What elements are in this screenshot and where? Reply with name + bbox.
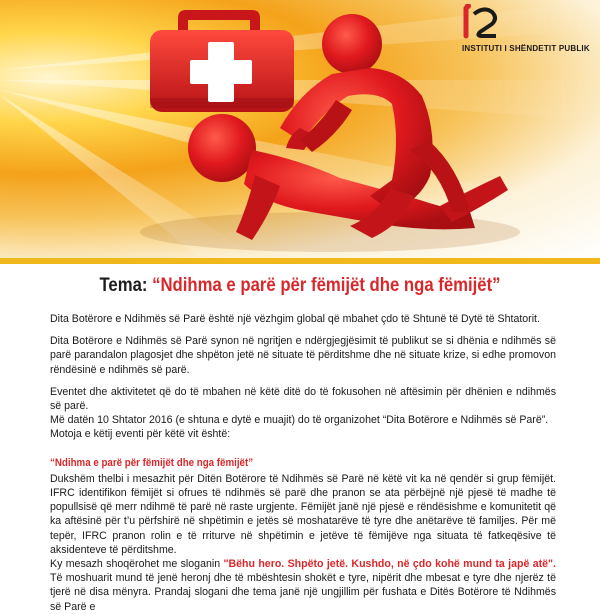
title-label: Tema: [99, 275, 148, 296]
slogan-text: "Bëhu hero. Shpëto jetë. Kushdo, në çdo kohë mund ta japë atë". [223, 558, 556, 571]
slogan-paragraph [50, 557, 556, 614]
paragraph: Më datën 10 Shtator 2016 (e shtuna e dytë e muajit) do të organizohet “Dita Botërore e Ndihmës së Parë”. [50, 414, 549, 427]
isp-logo [462, 4, 592, 74]
page-title [36, 275, 564, 297]
motto-paragraph: Dukshëm thelbi i mesazhit për Ditën Botërore të Ndihmës së Parë në këtë vit ka në qendër si grup fëmijët. IFRC identifikon fëmijët si ofrues të ndihmës së parë dhe pranon se ata përbëjnë një pjesë të madhe të popullsisë që merr ndihmë të parë në raste urgjente. Fëmijët janë një pjesë e rëndësishme e komunitetit që ka aftësinë për t’u përfshirë në shpëtimin e jetës së moshatarëve të tyre dhe anëtarëve të familjes. Për më tepër, IFRC pranon rolin e të rriturve në shpëtimin e jetëve të fëmijëve nga situata të fatkeqësive të aksidenteve të përditshme. [50, 472, 556, 556]
hero-illustration [0, 0, 600, 258]
title-quote: “Ndihma e parë për fëmijët dhe nga fëmijët” [152, 275, 501, 296]
divider-band [0, 258, 600, 264]
slogan-outro: Të moshuarit mund të jenë heronj dhe të mbështesin shokët e tyre, nipërit dhe mbesat e tyre dhe njerëz të tjerë në disa mënyra. Prandaj slogani dhe tema janë një ungjillim për fushata e Ditës Botërore të Ndihmës së Parë e [50, 572, 556, 613]
first-aid-kit-icon [150, 10, 294, 112]
organization-name: INSTITUTI I SHËNDETIT PUBLIK [462, 44, 590, 53]
paragraph: Dita Botërore e Ndihmës së Parë është një vëzhgim global që mbahet çdo të Shtunë të Dytë të Shtatorit. [50, 313, 540, 325]
paragraph: Dita Botërore e Ndihmës së Parë synon në ngritjen e ndërgjegjësimit të publikut se si dhënia e ndihmës së parë parandalon plagosjet dhe shpëton jetë në situate të përditshme dhe në situate krize, si edhe promovon rëndësinë e ndihmës së parë. [50, 335, 556, 376]
motto-heading: “Ndihma e parë për fëmijët dhe nga fëmijët” [50, 456, 254, 469]
slogan-intro: Ky mesazh shoqërohet me sloganin [50, 558, 224, 571]
paragraph: Motoja e këtij eventi për këtë vit është: [50, 428, 231, 441]
paragraph: Eventet dhe aktivitetet që do të mbahen në këtë ditë do të fokusohen në aftësimin për dhënien e ndihmës së parë. [50, 385, 556, 413]
article-body [50, 312, 556, 614]
isp-logo-mark-icon [462, 4, 502, 40]
